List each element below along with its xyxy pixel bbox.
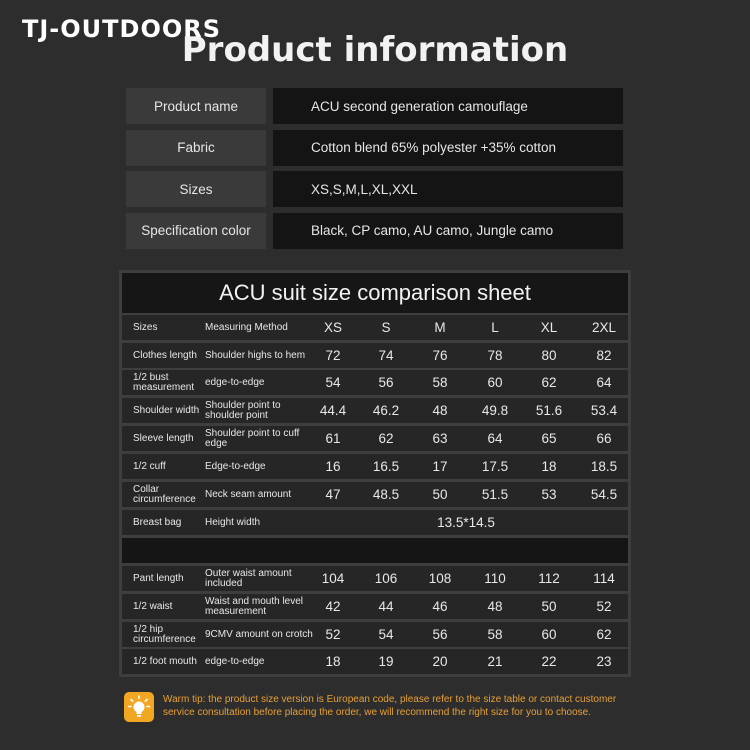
info-label: Specification color (126, 213, 266, 249)
value-cell: 44 (378, 599, 394, 614)
info-label: Fabric (126, 130, 266, 166)
table-row (122, 622, 628, 647)
value-cell: 48.5 (372, 487, 400, 502)
value-cell: 114 (593, 571, 615, 586)
value-cell: 23 (596, 654, 612, 669)
row-name: 1/2 bust measurement (133, 371, 195, 393)
tip-text: Warm tip: the product size version is European code, please refer to the size table or contact customer service consultation before placing the order, we will recommend the right size for you to choose. (163, 694, 617, 718)
value-cell: 62 (378, 431, 394, 446)
header-method-label: Measuring Method (205, 321, 288, 333)
info-value: Black, CP camo, AU camo, Jungle camo (273, 213, 623, 249)
value-cell: 17 (432, 459, 448, 474)
info-row-fabric (126, 130, 623, 166)
value-cell: 20 (432, 654, 448, 669)
row-name: 1/2 hip circumference (133, 623, 196, 645)
value-cell: 60 (487, 375, 503, 390)
value-cell: 110 (484, 571, 506, 586)
row-name: Clothes length (133, 349, 197, 361)
value-cell: 52 (596, 599, 612, 614)
row-name: 1/2 waist (133, 600, 173, 612)
value-cell: 48 (432, 403, 448, 418)
value-cell: 16 (325, 459, 341, 474)
value-cell: 60 (541, 627, 557, 642)
value-cell: 50 (541, 599, 557, 614)
info-row-sizes (126, 171, 623, 207)
row-method: Shoulder point to cuff edge (205, 427, 300, 449)
info-label: Product name (126, 88, 266, 124)
lightbulb-icon (124, 692, 154, 722)
brand-logo: TJ-OUTDOORS (22, 15, 222, 43)
table-row (122, 398, 628, 423)
table-row-breast-bag (122, 510, 628, 535)
value-cell: 64 (487, 431, 503, 446)
row-method: edge-to-edge (205, 376, 265, 388)
value-cell: 13.5*14.5 (437, 515, 495, 530)
row-method: Waist and mouth level measurement (205, 595, 304, 617)
value-cell: 16.5 (372, 459, 400, 474)
value-cell: 18.5 (590, 459, 618, 474)
info-value: XS,S,M,L,XL,XXL (273, 171, 623, 207)
table-row (122, 594, 628, 619)
value-cell: 58 (487, 627, 503, 642)
value-cell: 64 (596, 375, 612, 390)
value-cell: 76 (432, 348, 448, 363)
value-cell: 49.8 (481, 403, 509, 418)
product-info-table (126, 88, 623, 254)
sheet-title: ACU suit size comparison sheet (122, 273, 628, 313)
row-method: 9CMV amount on crotch (205, 628, 313, 640)
value-cell: 51.5 (481, 487, 509, 502)
value-cell: 62 (541, 375, 557, 390)
value-cell: 18 (325, 654, 341, 669)
value-cell: 108 (428, 571, 452, 586)
row-method: edge-to-edge (205, 655, 265, 667)
value-cell: 54.5 (590, 487, 618, 502)
row-name: Sleeve length (133, 432, 194, 444)
row-name: Pant length (133, 572, 184, 584)
value-cell: 72 (325, 348, 341, 363)
row-name: Breast bag (133, 516, 182, 528)
value-cell: 52 (325, 627, 341, 642)
value-cell: 21 (487, 654, 503, 669)
table-row (122, 370, 628, 395)
value-cell: 66 (596, 431, 612, 446)
row-method: Shoulder highs to hem (205, 349, 306, 361)
value-cell: 61 (325, 431, 341, 446)
value-cell: 62 (596, 627, 612, 642)
info-row-product-name (126, 88, 623, 124)
value-cell: 53 (541, 487, 557, 502)
value-cell: 74 (378, 348, 394, 363)
header-size: 2XL (591, 320, 617, 335)
info-value: Cotton blend 65% polyester +35% cotton (273, 130, 623, 166)
value-cell: 56 (432, 627, 448, 642)
value-cell: 19 (378, 654, 394, 669)
header-size: M (434, 320, 446, 335)
row-method: Neck seam amount (205, 488, 292, 500)
row-name: 1/2 cuff (133, 460, 166, 472)
row-method: Outer waist amount included (205, 567, 292, 589)
value-cell: 46 (432, 599, 448, 614)
header-size: XL (540, 320, 558, 335)
sheet-header-row (122, 315, 628, 340)
page-title: Product information (181, 30, 569, 70)
size-comparison-sheet (119, 270, 631, 677)
value-cell: 63 (432, 431, 448, 446)
value-cell: 82 (596, 348, 612, 363)
value-cell: 54 (325, 375, 341, 390)
table-row (122, 426, 628, 451)
header-sizes-label: Sizes (133, 321, 158, 333)
header-size: L (491, 320, 499, 335)
info-value: ACU second generation camouflage (273, 88, 623, 124)
value-cell: 47 (325, 487, 341, 502)
warm-tip (120, 688, 630, 726)
value-cell: 17.5 (481, 459, 509, 474)
value-cell: 106 (374, 571, 398, 586)
info-label: Sizes (126, 171, 266, 207)
header-size: XS (323, 320, 342, 335)
table-row (122, 566, 628, 591)
row-name: 1/2 foot mouth (133, 655, 197, 667)
section-divider (122, 538, 628, 563)
value-cell: 65 (541, 431, 557, 446)
row-method: Height width (205, 516, 261, 528)
value-cell: 50 (432, 487, 448, 502)
value-cell: 22 (541, 654, 557, 669)
value-cell: 53.4 (590, 403, 618, 418)
table-row (122, 649, 628, 674)
value-cell: 80 (541, 348, 557, 363)
value-cell: 51.6 (535, 403, 563, 418)
row-name: Collar circumference (133, 483, 196, 505)
info-row-specification-color (126, 213, 623, 249)
value-cell: 48 (487, 599, 503, 614)
value-cell: 104 (321, 571, 345, 586)
table-row (122, 454, 628, 479)
value-cell: 44.4 (319, 403, 347, 418)
value-cell: 56 (378, 375, 394, 390)
value-cell: 58 (432, 375, 448, 390)
header-size: S (381, 320, 391, 335)
value-cell: 112 (538, 571, 560, 586)
value-cell: 42 (325, 599, 341, 614)
table-row (122, 482, 628, 507)
row-method: Edge-to-edge (205, 460, 266, 472)
table-row (122, 343, 628, 368)
value-cell: 46.2 (372, 403, 400, 418)
value-cell: 54 (378, 627, 394, 642)
value-cell: 18 (541, 459, 557, 474)
row-method: Shoulder point to shoulder point (205, 399, 281, 421)
value-cell: 78 (487, 348, 503, 363)
row-name: Shoulder width (133, 404, 200, 416)
